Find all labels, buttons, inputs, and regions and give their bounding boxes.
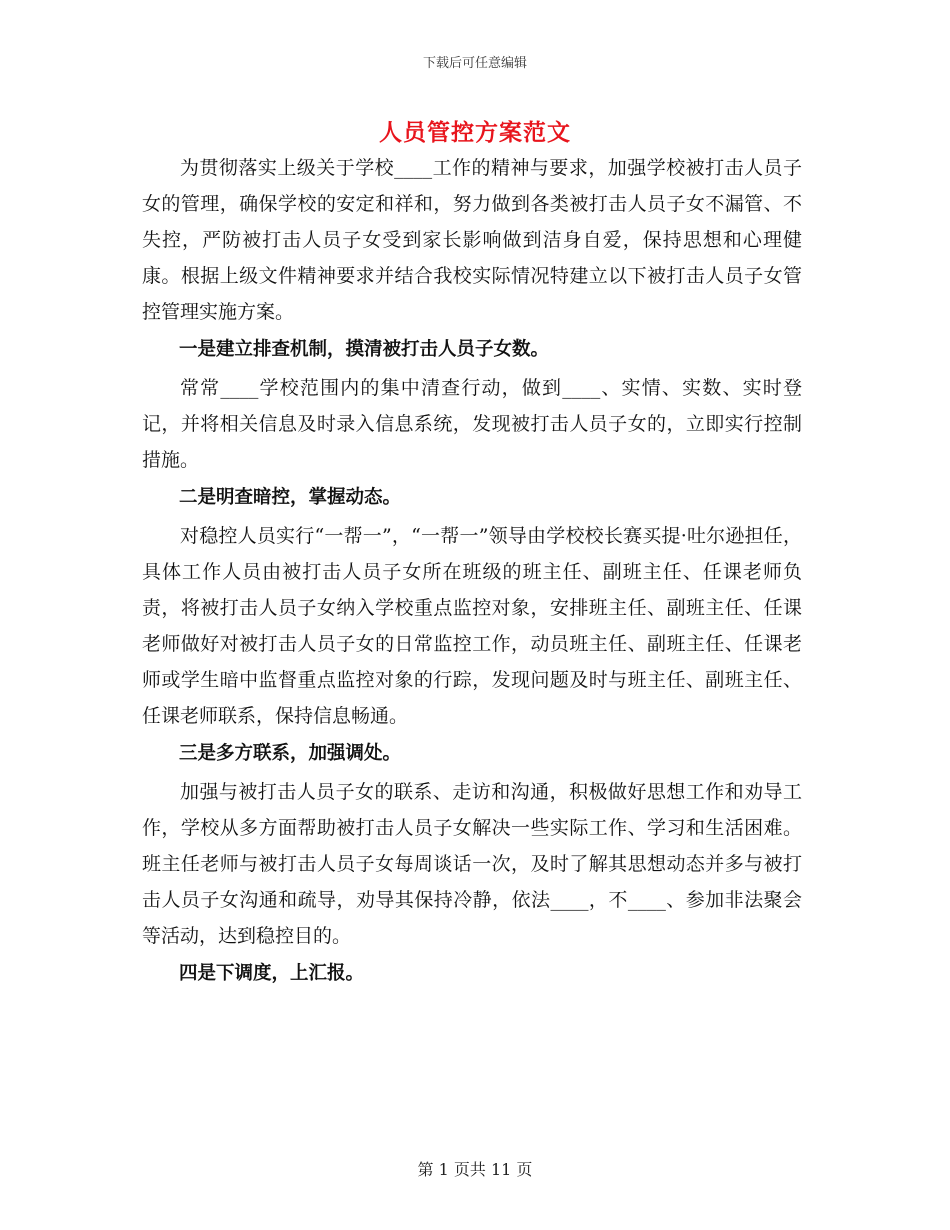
section-heading-1: 一是建立排查机制，摸清被打击人员子女数。 — [179, 339, 550, 360]
section-heading-3: 三是多方联系，加强调处。 — [179, 743, 402, 764]
intro-paragraph: 为贯彻落实上级关于学校____工作的精神与要求，加强学校被打击人员子女的管理，确保学校的安定和祥和，努力做到各类被打击人员子女不漏管、不失控，严防被打击人员子女受到家长影响做到洁身自爱，保持思想和心理健康。根据上级文件精神要求并结合我校实际情况特建立以下被打击人员子女管控管理实施方案。 — [142, 157, 802, 323]
section-heading-2: 二是明查暗控，掌握动态。 — [179, 487, 402, 508]
document-body — [142, 150, 802, 994]
document-title: 人员管控方案范文 — [379, 119, 571, 146]
section-heading-4: 四是下调度，上汇报。 — [179, 963, 365, 984]
header-note: 下载后可任意编辑 — [422, 56, 527, 71]
section-paragraph-1: 常常____学校范围内的集中清查行动，做到____、实情、实数、实时登记，并将相关信息及时录入信息系统，发现被打击人员子女的，立即实行控制措施。 — [142, 377, 802, 471]
section-paragraph-3: 加强与被打击人员子女的联系、走访和沟通，积极做好思想工作和劝导工作，学校从多方面帮助被打击人员子女解决一些实际工作、学习和生活困难。班主任老师与被打击人员子女每周谈话一次，及时了解其思想动态并多与被打击人员子女沟通和疏导，劝导其保持冷静，依法____，不____、参加非法聚会等活动，达到稳控目的。 — [142, 781, 802, 947]
section-paragraph-2: 对稳控人员实行“一帮一”，“一帮一”领导由学校校长赛买提·吐尔逊担任，具体工作人员由被打击人员子女所在班级的班主任、副班主任、任课老师负责，将被打击人员子女纳入学校重点监控对象，安排班主任、副班主任、任课老师做好对被打击人员子女的日常监控工作，动员班主任、副班主任、任课老师或学生暗中监督重点监控对象的行踪，发现问题及时与班主任、副班主任、任课老师联系，保持信息畅通。 — [142, 525, 802, 727]
page-number-footer: 第 1 页共 11 页 — [417, 1160, 533, 1179]
